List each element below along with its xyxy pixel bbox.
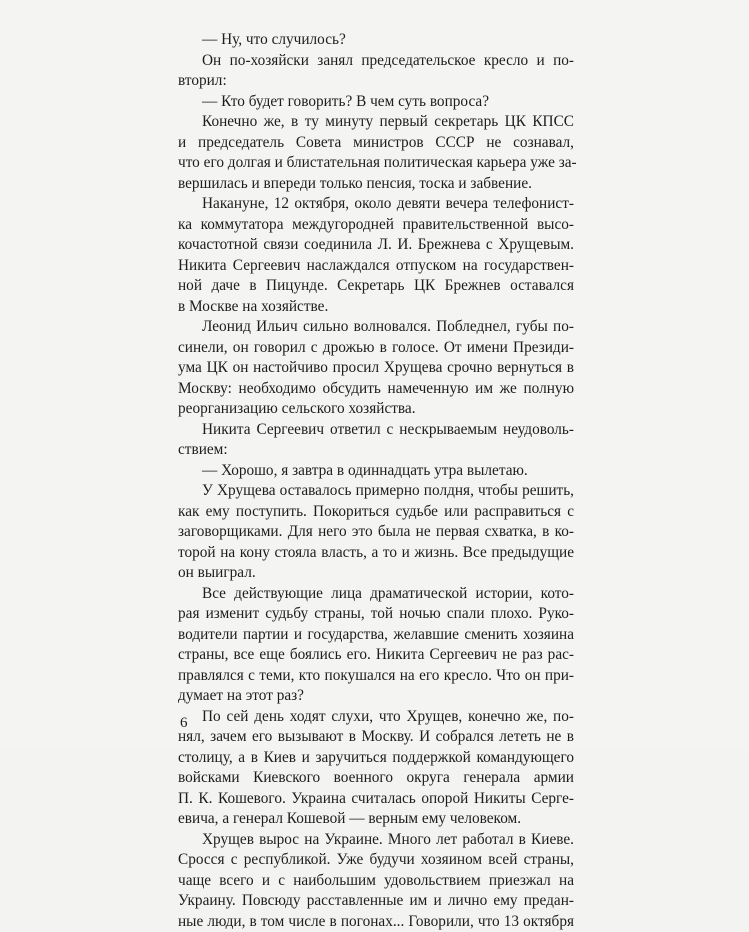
text-line: рая изменит судьбу страны, той ночью спали плохо. Руко- [178, 604, 574, 625]
text-line: — Ну, что случилось? [178, 30, 574, 51]
text-line: столицу, а в Киев и заручиться поддержкой командующего [178, 748, 574, 769]
text-line: — Хорошо, я завтра в одиннадцать утра вылетаю. [178, 461, 574, 482]
text-line: заговорщиками. Для него это была не первая схватка, в ко- [178, 522, 574, 543]
text-line: Он по-хозяйски занял председательское кресло и по- [178, 51, 574, 72]
text-line: ные люди, в том числе в погонах... Говорили, что 13 октября [178, 912, 574, 932]
text-line: правлялся с теми, кто покушался на его кресло. Что он при- [178, 666, 574, 687]
text-line: он выиграл. [178, 563, 574, 584]
text-line: Москву: необходимо обсудить намеченную им же полную [178, 379, 574, 400]
text-line: водители партии и государства, желавшие сменить хозяина [178, 625, 574, 646]
text-line: ствием: [178, 440, 574, 461]
text-line: Леонид Ильич сильно волновался. Побледнел, губы по- [178, 317, 574, 338]
text-line: Хрущев вырос на Украине. Много лет работал в Киеве. [178, 830, 574, 851]
text-line: ума ЦК он настойчиво просил Хрущева срочно вернуться в [178, 358, 574, 379]
text-line: что его долгая и блистательная политическая карьера уже за- [178, 153, 574, 174]
text-line: думает на этот раз? [178, 686, 574, 707]
text-line: Никита Сергеевич ответил с нескрываемым неудоволь- [178, 420, 574, 441]
body-text [178, 30, 574, 932]
page-number: 6 [180, 713, 188, 733]
text-line: Накануне, 12 октября, около девяти вечера телефонист- [178, 194, 574, 215]
text-line: ной даче в Пицунде. Секретарь ЦК Брежнев оставался [178, 276, 574, 297]
text-line: У Хрущева оставалось примерно полдня, чтобы решить, [178, 481, 574, 502]
text-line: П. К. Кошевого. Украина считалась опорой Никиты Серге- [178, 789, 574, 810]
text-line: в Москве на хозяйстве. [178, 297, 574, 318]
text-line: Конечно же, в ту минуту первый секретарь ЦК КПСС [178, 112, 574, 133]
text-line: Никита Сергеевич наслаждался отпуском на государствен- [178, 256, 574, 277]
text-line: реорганизацию сельского хозяйства. [178, 399, 574, 420]
text-line: По сей день ходят слухи, что Хрущев, конечно же, по- [178, 707, 574, 728]
text-line: синели, он говорил с дрожью в голосе. От имени Президи- [178, 338, 574, 359]
text-line: торой на кону стояла власть, а то и жизнь. Все предыдущие [178, 543, 574, 564]
text-line: Украину. Повсюду расставленные им и лично ему предан- [178, 891, 574, 912]
text-line: Сросся с республикой. Уже будучи хозяином всей страны, [178, 850, 574, 871]
text-line: войсками Киевского военного округа генерала армии [178, 768, 574, 789]
text-line: вторил: [178, 71, 574, 92]
text-line: кочастотной связи соединила Л. И. Брежнева с Хрущевым. [178, 235, 574, 256]
text-line: страны, все еще боялись его. Никита Сергеевич не раз рас- [178, 645, 574, 666]
text-line: и председатель Совета министров СССР не сознавал, [178, 133, 574, 154]
text-line: евича, а генерал Кошевой — верным ему человеком. [178, 809, 574, 830]
text-line: — Кто будет говорить? В чем суть вопроса? [178, 92, 574, 113]
text-line: Все действующие лица драматической истории, кото- [178, 584, 574, 605]
text-line: чаще всего и с наибольшим удовольствием приезжал на [178, 871, 574, 892]
text-line: нял, зачем его вызывают в Москву. И собрался лететь не в [178, 727, 574, 748]
text-line: ка коммутатора междугородней правительственной высо- [178, 215, 574, 236]
text-line: как ему поступить. Покориться судьбе или расправиться с [178, 502, 574, 523]
text-line: вершилась и впереди только пенсия, тоска и забвение. [178, 174, 574, 195]
